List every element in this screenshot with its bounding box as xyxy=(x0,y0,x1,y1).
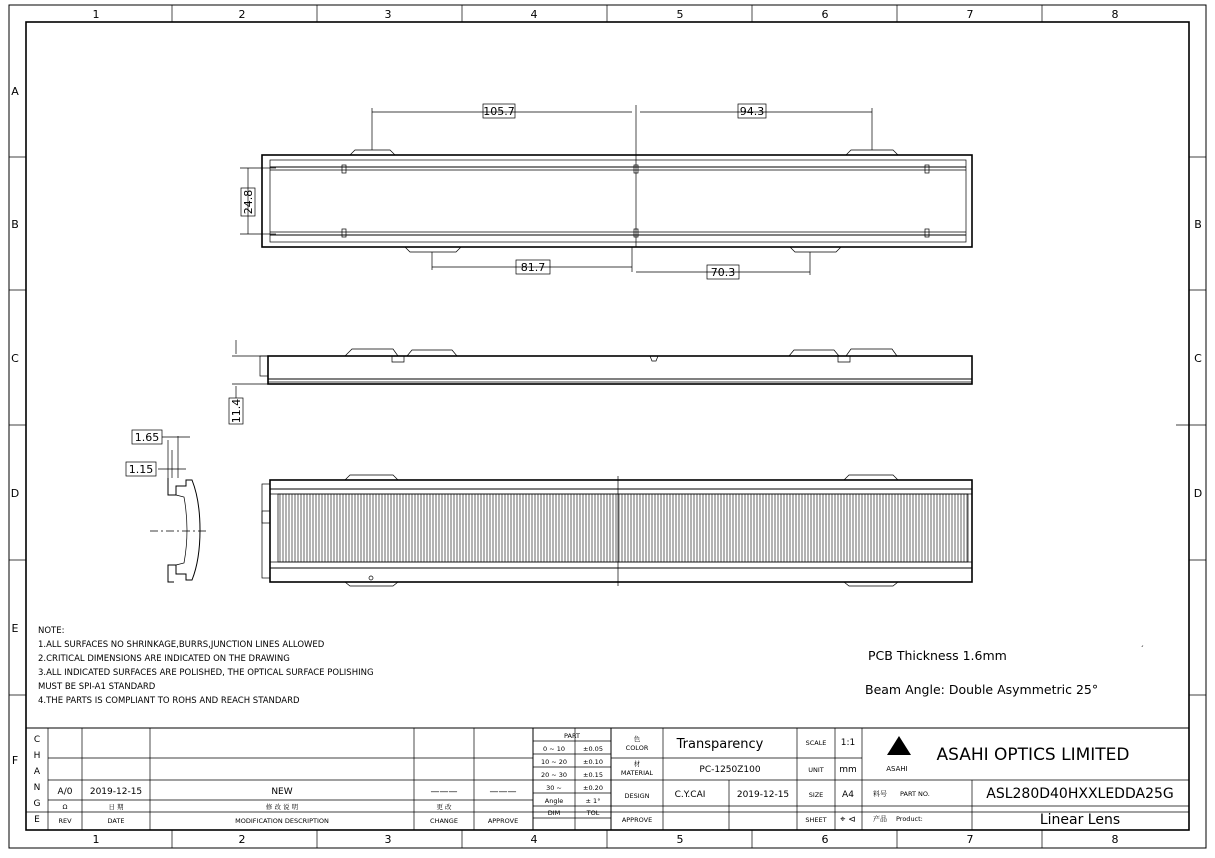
svg-text:SIZE: SIZE xyxy=(808,791,824,799)
zone-label: 5 xyxy=(676,8,684,21)
svg-text:APPROVE: APPROVE xyxy=(487,817,519,825)
zone-label: 2 xyxy=(238,833,246,846)
title-block-values xyxy=(675,737,790,800)
part-number-row xyxy=(873,786,1174,802)
svg-text:PART NO.: PART NO. xyxy=(900,790,930,798)
dimension-label: 81.7 xyxy=(520,261,546,274)
zone-label: 1 xyxy=(92,8,100,21)
company-name: ASAHI OPTICS LIMITED xyxy=(936,745,1130,765)
top-view xyxy=(262,150,972,252)
zone-label: C xyxy=(1194,352,1202,365)
bottom-view xyxy=(262,475,972,586)
side-view xyxy=(260,349,972,384)
svg-text:MATERIAL: MATERIAL xyxy=(620,769,654,777)
zone-label: 7 xyxy=(966,8,974,21)
zone-label: 6 xyxy=(821,8,829,21)
beam-angle: Beam Angle: Double Asymmetric 25° xyxy=(865,682,1099,697)
svg-text:1:1: 1:1 xyxy=(840,738,856,748)
svg-text:A4: A4 xyxy=(842,790,854,800)
svg-text:PART: PART xyxy=(564,732,580,740)
svg-text:A: A xyxy=(33,767,41,777)
svg-text:±0.15: ±0.15 xyxy=(583,771,603,779)
notes-title: NOTE: xyxy=(38,626,65,636)
svg-text:UNIT: UNIT xyxy=(808,766,824,774)
zone-label: 8 xyxy=(1111,8,1119,21)
svg-text:修 改 说 明: 修 改 说 明 xyxy=(265,803,299,811)
asahi-logo-icon xyxy=(887,736,911,755)
dimension-label: 1.15 xyxy=(128,463,154,476)
revision-value: A/0 xyxy=(57,787,73,797)
notes xyxy=(38,626,374,706)
svg-text:TOL: TOL xyxy=(586,809,600,817)
svg-text:APPROVE: APPROVE xyxy=(621,816,653,824)
design-date: 2019-12-15 xyxy=(736,790,790,800)
dimension-label: 105.7 xyxy=(483,105,515,118)
zone-label: 5 xyxy=(676,833,684,846)
svg-text:材: 材 xyxy=(633,760,641,768)
svg-text:日 期: 日 期 xyxy=(108,803,124,811)
svg-text:N: N xyxy=(33,783,41,793)
logo-text: ASAHI xyxy=(886,765,908,773)
svg-text:色: 色 xyxy=(633,735,641,743)
tolerance-table xyxy=(541,732,603,817)
zone-label: 3 xyxy=(384,8,392,21)
zone-label: 7 xyxy=(966,833,974,846)
svg-text:COLOR: COLOR xyxy=(625,744,649,752)
svg-text:Ω: Ω xyxy=(62,803,68,811)
zone-label: D xyxy=(10,487,20,500)
note-line: MUST BE SPI-A1 STANDARD xyxy=(38,682,156,692)
top-view-dimensions xyxy=(240,104,872,279)
product-row xyxy=(873,812,1120,828)
zone-label: C xyxy=(11,352,19,365)
svg-text:MODIFICATION DESCRIPTION: MODIFICATION DESCRIPTION xyxy=(235,817,329,825)
material-value: PC-1250Z100 xyxy=(699,765,761,775)
change-block xyxy=(58,787,519,825)
zone-column-labels-bottom xyxy=(93,833,1119,846)
part-number: ASL280D40HXXLEDDA25G xyxy=(986,786,1174,802)
svg-text:0 ~ 10: 0 ~ 10 xyxy=(543,745,565,753)
approve-mark: ——— xyxy=(489,787,517,797)
svg-text:±0.05: ±0.05 xyxy=(583,745,603,753)
projection-symbol: ⌖ ⊲ xyxy=(840,815,856,825)
note-line: 2.CRITICAL DIMENSIONS ARE INDICATED ON THE DRAWING xyxy=(38,654,290,664)
section-view xyxy=(126,430,208,582)
svg-text:CHANGE: CHANGE xyxy=(430,817,458,825)
svg-text:10 ~ 20: 10 ~ 20 xyxy=(540,758,568,766)
zone-label: F xyxy=(11,754,19,767)
zone-label: 8 xyxy=(1111,833,1119,846)
change-block-side-label xyxy=(34,735,41,825)
side-view-dimensions xyxy=(229,340,268,424)
dimension-label: 94.3 xyxy=(739,105,765,118)
zone-label: 4 xyxy=(530,8,538,21)
svg-text:mm: mm xyxy=(839,765,857,775)
pcb-thickness: PCB Thickness 1.6mm xyxy=(868,648,1007,663)
svg-text:SCALE: SCALE xyxy=(805,739,827,747)
title-block-grid xyxy=(26,728,1189,830)
note-line: 1.ALL SURFACES NO SHRINKAGE,BURRS,JUNCTION LINES ALLOWED xyxy=(38,640,325,650)
svg-text:± 1°: ± 1° xyxy=(585,797,601,805)
designer-name: C.Y.CAI xyxy=(674,790,706,800)
svg-text:±0.10: ±0.10 xyxy=(583,758,603,766)
note-line: 3.ALL INDICATED SURFACES ARE POLISHED, THE OPTICAL SURFACE POLISHING xyxy=(38,668,374,678)
svg-text:G: G xyxy=(33,799,41,809)
product-name: Linear Lens xyxy=(1039,812,1121,828)
zone-label: 6 xyxy=(821,833,829,846)
zone-label: B xyxy=(1194,218,1202,231)
revision-description: NEW xyxy=(271,787,293,797)
specifications xyxy=(865,644,1144,697)
svg-text:20 ~ 30: 20 ~ 30 xyxy=(540,771,568,779)
zone-label: 1 xyxy=(92,833,100,846)
dimension-label: 1.65 xyxy=(134,431,160,444)
zone-label: B xyxy=(11,218,19,231)
zone-column-labels-top xyxy=(93,8,1119,21)
dimension-label: 70.3 xyxy=(710,266,736,279)
zone-row-labels-left xyxy=(11,85,19,767)
dimension-label: 11.4 xyxy=(230,398,243,424)
svg-text:更 改: 更 改 xyxy=(436,803,452,811)
svg-text:±0.20: ±0.20 xyxy=(583,784,603,792)
revision-date: 2019-12-15 xyxy=(89,787,143,797)
zone-label: 2 xyxy=(238,8,246,21)
svg-text:E: E xyxy=(34,815,40,825)
note-line: 4.THE PARTS IS COMPLIANT TO ROHS AND REACH STANDARD xyxy=(38,696,300,706)
zone-label: E xyxy=(11,622,19,635)
title-block-labels xyxy=(621,734,654,824)
svg-text:C: C xyxy=(33,735,41,745)
svg-text:产品: 产品 xyxy=(873,815,887,823)
svg-text:Angle: Angle xyxy=(544,797,564,805)
svg-text:DIM: DIM xyxy=(547,809,561,817)
dimension-label: 24.8 xyxy=(242,189,255,215)
zone-row-labels-right xyxy=(1194,218,1202,500)
svg-text:´: ´ xyxy=(1140,645,1144,654)
svg-text:REV: REV xyxy=(58,817,72,825)
svg-text:H: H xyxy=(33,751,41,761)
svg-text:30 ~: 30 ~ xyxy=(546,784,562,792)
color-value: Transparency xyxy=(676,737,764,752)
svg-text:料号: 料号 xyxy=(873,790,887,798)
company-block xyxy=(886,736,1129,773)
zone-label: A xyxy=(11,85,19,98)
svg-text:Product:: Product: xyxy=(896,815,923,823)
svg-text:DATE: DATE xyxy=(107,817,125,825)
zone-label: D xyxy=(1193,487,1203,500)
svg-text:DESIGN: DESIGN xyxy=(624,792,650,800)
zone-label: 4 xyxy=(530,833,538,846)
svg-text:SHEET: SHEET xyxy=(805,816,827,824)
drawing-frame xyxy=(9,5,1206,848)
zone-label: 3 xyxy=(384,833,392,846)
change-mark: ——— xyxy=(430,787,458,797)
